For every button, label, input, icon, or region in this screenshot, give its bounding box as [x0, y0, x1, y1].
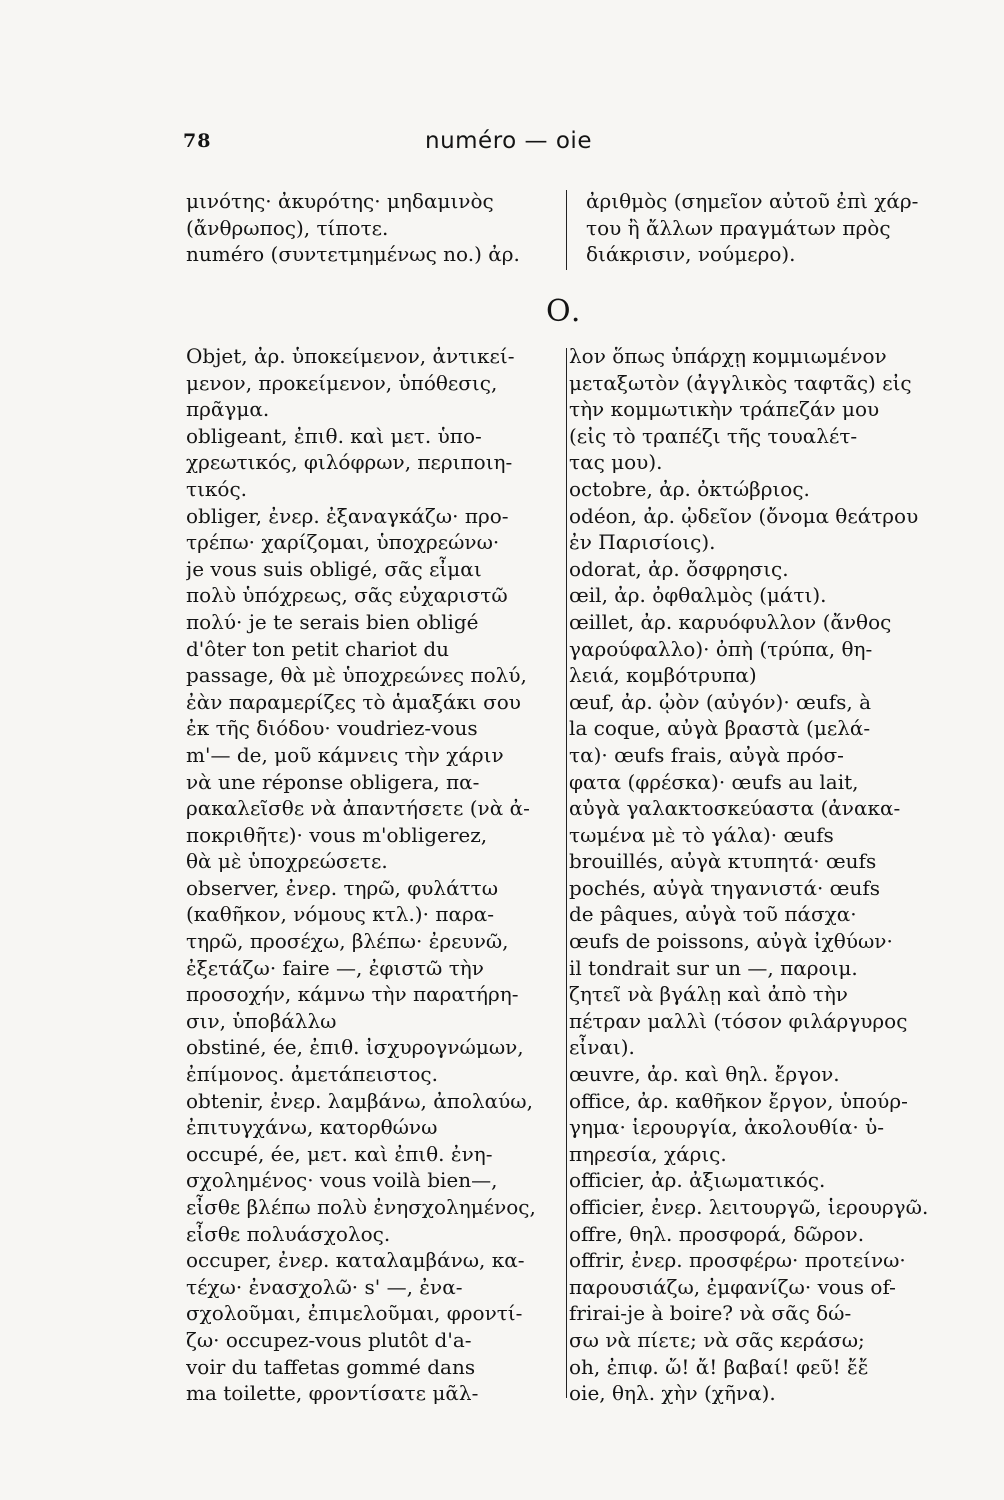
text-line: il tondrait sur un —, παροιμ. — [569, 955, 858, 980]
text-line: je vous suis obligé, σᾶς εἶμαι — [186, 556, 482, 581]
text-line: observer, ἐνερ. τηρῶ, φυλάττω — [186, 875, 499, 900]
text-line: τὴν κομμωτικὴν τράπεζάν μου — [569, 397, 880, 422]
text-line: νὰ une réponse obligera, πα- — [186, 769, 480, 794]
text-line: œillet, ἀρ. καρυόφυλλον (ἄνθος — [569, 609, 892, 634]
text-line: τρέπω· χαρίζομαι, ὑποχρεώνω· — [186, 530, 500, 555]
right-column — [569, 343, 959, 1407]
text-line: odéon, ἀρ. ᾠδεῖον (ὄνομα θεάτρου — [569, 503, 919, 528]
text-line: πολύ· je te serais bien obligé — [186, 609, 479, 634]
text-line: frirai-je à boire? νὰ σᾶς δώ- — [569, 1301, 852, 1326]
text-line: σχολημένος· vous voilà bien—, — [186, 1168, 498, 1193]
text-line: τα)· œufs frais, αὐγὰ πρόσ- — [569, 742, 844, 767]
text-line: la coque, αὐγὰ βραστὰ (μελά- — [569, 716, 871, 741]
text-line: passage, θὰ μὲ ὑποχρεώνες πολύ, — [186, 663, 527, 688]
text-line: ἀριθμὸς (σημεῖον αὐτοῦ ἐπὶ χάρ- — [586, 189, 919, 213]
column-divider-top — [566, 190, 567, 270]
text-line: obtenir, ἐνερ. λαμβάνω, ἀπολαύω, — [186, 1088, 533, 1113]
text-line: ρακαλεῖσθε νὰ ἀπαντήσετε (νὰ ἀ- — [186, 796, 530, 821]
text-line: officier, ἐνερ. λειτουργῶ, ἱερουργῶ. — [569, 1195, 929, 1219]
text-line: τωμένα μὲ τὸ γάλα)· œufs — [569, 822, 834, 847]
text-line: d'ôter ton petit chariot du — [186, 636, 449, 661]
text-line: τικός. — [186, 476, 248, 501]
text-line: ζω· occupez-vous plutôt d'a- — [186, 1327, 472, 1352]
text-line: γαρούφαλλο)· ὀπὴ (τρύπα, θη- — [569, 636, 873, 661]
text-line: ἐπίμονος. ἀμετάπειστος. — [186, 1062, 438, 1087]
text-line: occuper, ἐνερ. καταλαμβάνω, κα- — [186, 1248, 525, 1273]
text-line: εἶσθε βλέπω πολὺ ἐνησχολημένος, — [186, 1195, 536, 1219]
text-line: φατα (φρέσκα)· œufs au lait, — [569, 769, 859, 794]
text-line: λειά, κομβότρυπα) — [569, 663, 757, 688]
text-line: numéro (συντετμημένως no.) ἀρ. — [186, 242, 520, 267]
text-line: του ἢ ἄλλων πραγμάτων πρὸς — [586, 215, 891, 240]
text-line: octobre, ἀρ. ὀκτώβριος. — [569, 476, 810, 501]
text-line: œil, ἀρ. ὀφθαλμὸς (μάτι). — [569, 583, 827, 608]
text-line: λον ὅπως ὑπάρχῃ κομμιωμένον — [569, 344, 887, 368]
running-head: numéro — oie — [425, 128, 592, 154]
text-line: (καθῆκον, νόμους κτλ.)· παρα- — [186, 902, 494, 927]
text-line: θὰ μὲ ὑποχρεώσετε. — [186, 849, 388, 874]
text-line: offrir, ἐνερ. προσφέρω· προτείνω· — [569, 1248, 906, 1273]
text-line: brouillés, αὐγὰ κτυπητά· œufs — [569, 849, 877, 874]
text-line: παρουσιάζω, ἐμφανίζω· vous of- — [569, 1274, 896, 1299]
text-line: ἐξετάζω· faire —, ἐφιστῶ τὴν — [186, 955, 484, 980]
text-line: σιν, ὑποβάλλω — [186, 1008, 337, 1033]
text-line: ἐὰν παραμερίζες τὸ ἁμαξάκι σου — [186, 689, 521, 714]
text-line: προσοχήν, κάμνω τὴν παρατήρη- — [186, 982, 519, 1007]
text-line: (εἰς τὸ τραπέζι τῆς τουαλέτ- — [569, 423, 858, 448]
text-line: ἐκ τῆς διόδου· voudriez-vous — [186, 716, 478, 741]
text-line: σχολοῦμαι, ἐπιμελοῦμαι, φροντί- — [186, 1301, 523, 1326]
text-line: μενον, προκείμενον, ὑπόθεσις, — [186, 370, 498, 395]
text-line: officier, ἀρ. ἀξιωματικός. — [569, 1168, 826, 1193]
top-left-column — [186, 188, 558, 268]
page-number: 78 — [183, 130, 212, 152]
text-line: voir du taffetas gommé dans — [186, 1354, 476, 1379]
text-line: œufs de poissons, αὐγὰ ἰχθύων· — [569, 929, 893, 954]
text-line: odorat, ἀρ. ὄσφρησις. — [569, 556, 789, 581]
text-line: μινότης· ἀκυρότης· μηδαμινὸς — [186, 189, 494, 213]
text-line: χρεωτικός, φιλόφρων, περιποιη- — [186, 450, 513, 475]
text-line: πηρεσία, χάρις. — [569, 1141, 727, 1166]
text-line: de pâques, αὐγὰ τοῦ πάσχα· — [569, 902, 857, 927]
left-column — [186, 343, 558, 1407]
text-line: πρᾶγμα. — [186, 397, 270, 422]
text-line: oie, θηλ. χὴν (χῆνα). — [569, 1381, 776, 1406]
text-line: obstiné, ée, ἐπιθ. ἰσχυρογνώμων, — [186, 1035, 524, 1060]
text-line: τέχω· ἐνασχολῶ· s' —, ἐνα- — [186, 1274, 463, 1299]
text-line: πέτραν μαλλὶ (τόσον φιλάργυρος — [569, 1008, 908, 1033]
text-line: obliger, ἐνερ. ἐξαναγκάζω· προ- — [186, 503, 509, 528]
top-right-column — [586, 188, 958, 268]
text-line: offre, θηλ. προσφορά, δῶρον. — [569, 1221, 865, 1246]
text-line: ἐπιτυγχάνω, κατορθώνω — [186, 1115, 438, 1140]
text-line: pochés, αὐγὰ τηγανιστά· œufs — [569, 875, 880, 900]
text-line: ἐν Παρισίοις). — [569, 530, 716, 555]
text-line: εἶσθε πολυάσχολος. — [186, 1221, 391, 1246]
text-line: μεταξωτὸν (ἀγγλικὸς ταφτᾶς) εἰς — [569, 370, 912, 395]
column-divider — [566, 348, 567, 1398]
text-line: γημα· ἱερουργία, ἀκολουθία· ὑ- — [569, 1115, 885, 1140]
text-line: τας μου). — [569, 450, 663, 475]
text-line: office, ἀρ. καθῆκον ἔργον, ὑπούρ- — [569, 1088, 908, 1113]
text-line: ποκριθῆτε)· vous m'obligerez, — [186, 822, 488, 847]
text-line: obligeant, ἐπιθ. καὶ μετ. ὑπο- — [186, 423, 482, 448]
text-line: œuf, ἀρ. ᾠὸν (αὐγόν)· œufs, à — [569, 689, 872, 714]
text-line: occupé, ée, μετ. καὶ ἐπιθ. ἐνη- — [186, 1141, 493, 1166]
text-line: œuvre, ἀρ. καὶ θηλ. ἔργον. — [569, 1062, 840, 1087]
text-line: (ἄνθρωπος), τίποτε. — [186, 215, 389, 240]
text-line: τηρῶ, προσέχω, βλέπω· ἐρευνῶ, — [186, 929, 509, 954]
text-line: ma toilette, φροντίσατε μᾶλ- — [186, 1381, 479, 1406]
text-line: αὐγὰ γαλακτοσκεύαστα (ἀνακα- — [569, 796, 901, 821]
text-line: σω νὰ πίετε; νὰ σᾶς κεράσω; — [569, 1327, 865, 1352]
text-line: διάκρισιν, νούμερο). — [586, 242, 796, 267]
text-line: ζητεῖ νὰ βγάλῃ καὶ ἀπὸ τὴν — [569, 982, 848, 1007]
text-line: oh, ἐπιφ. ὤ! ἄ! βαβαί! φεῦ! ἔἔ — [569, 1354, 869, 1379]
text-line: εἶναι). — [569, 1035, 635, 1060]
text-line: Objet, ἀρ. ὑποκείμενον, ἀντικεί- — [186, 344, 515, 368]
text-line: m'— de, μοῦ κάμνεις τὴν χάριν — [186, 742, 504, 767]
text-line: πολὺ ὑπόχρεως, σᾶς εὐχαριστῶ — [186, 583, 508, 608]
section-letter: O. — [546, 294, 583, 329]
